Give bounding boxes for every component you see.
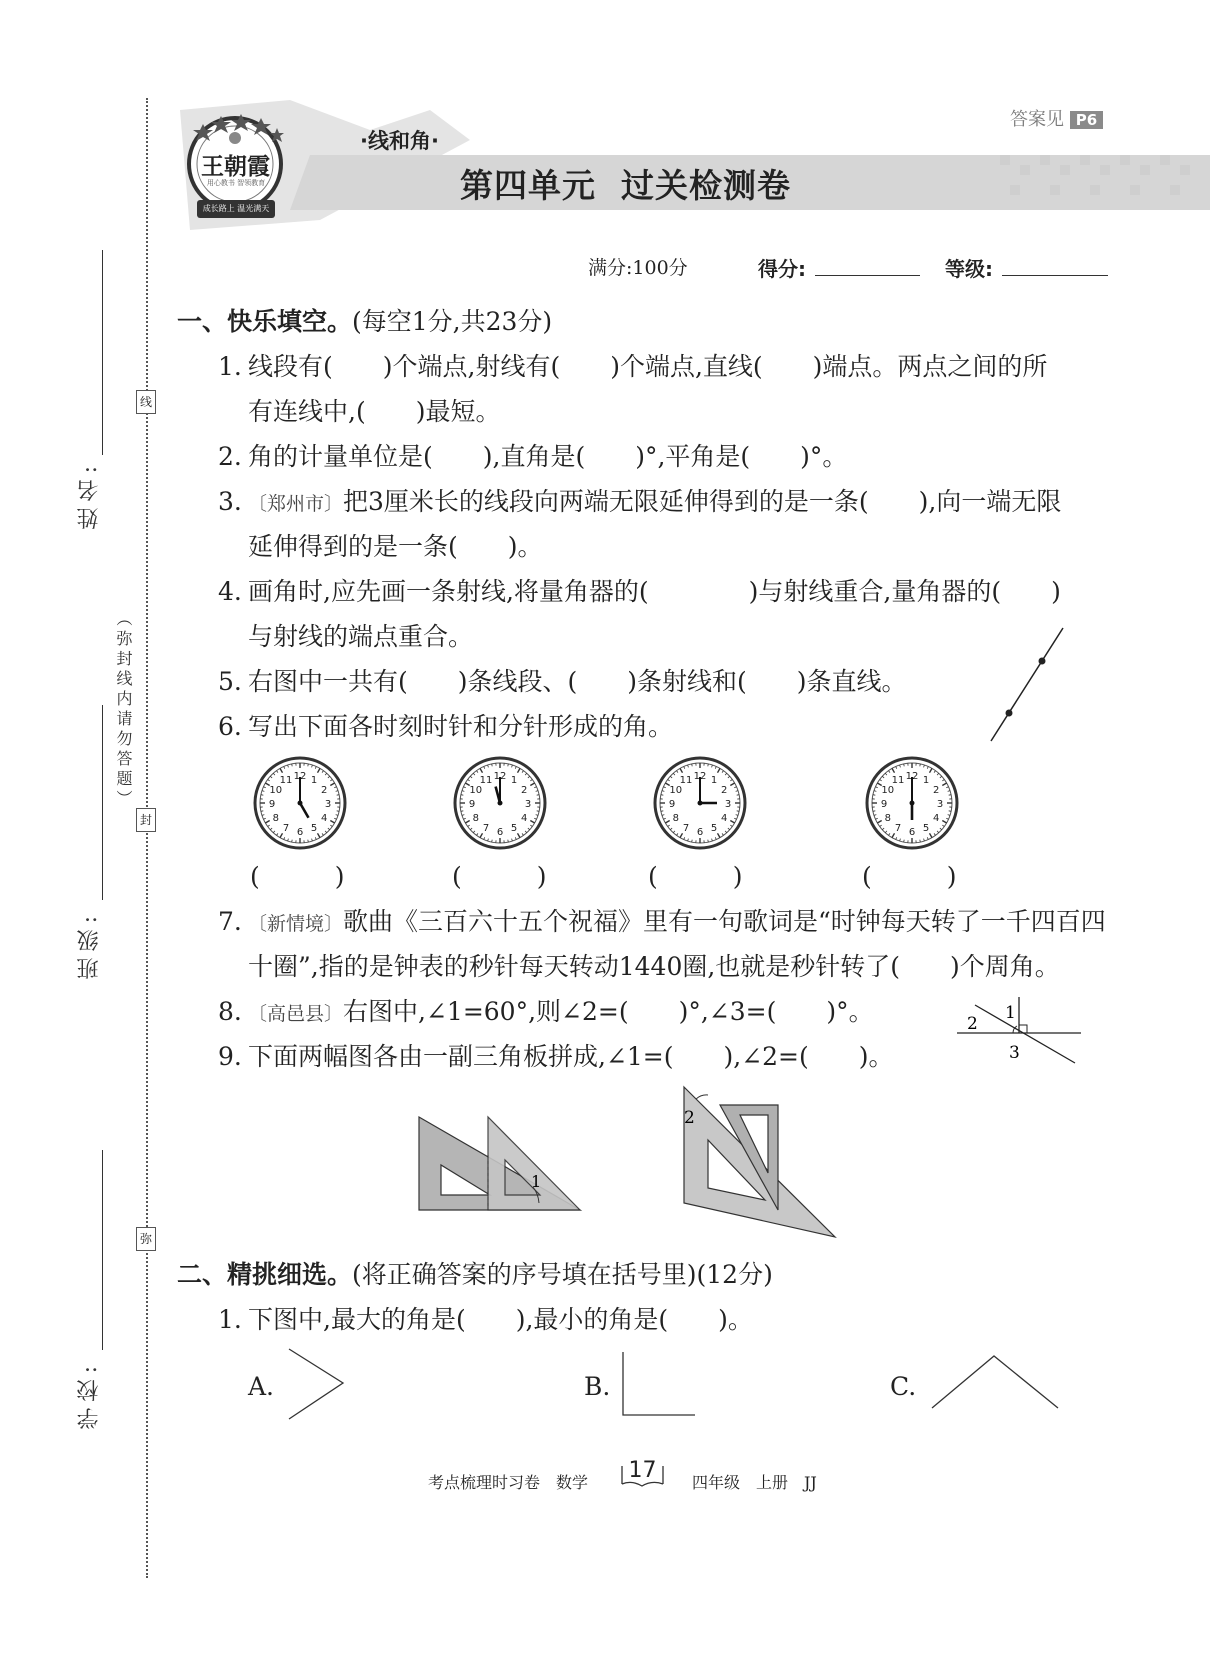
- svg-text:9: 9: [468, 799, 476, 810]
- svg-text:10: 10: [469, 785, 483, 796]
- name-field[interactable]: [74, 250, 114, 530]
- seal-dotted-line: [146, 98, 148, 1578]
- figure1-angle-label: 1: [531, 1172, 542, 1191]
- svg-text:2: 2: [933, 785, 940, 796]
- region-tag: 〔郑州市〕: [248, 493, 344, 515]
- svg-text:1: 1: [310, 774, 318, 786]
- question-8: 8. 〔高邑县〕右图中,∠1=60°,则∠2=( )°,∠3=( )°。: [218, 997, 874, 1026]
- answer-ref-label: 答案见: [1010, 109, 1064, 130]
- set-square-figure-2: [680, 1085, 840, 1245]
- school-field[interactable]: [74, 1150, 114, 1440]
- grade-blank[interactable]: [1002, 275, 1108, 276]
- svg-text:7: 7: [482, 823, 490, 835]
- context-tag: 〔新情境〕: [248, 913, 344, 935]
- svg-text:2: 2: [521, 785, 528, 796]
- svg-text:12: 12: [493, 771, 507, 782]
- answer-reference: [1010, 105, 1103, 131]
- svg-text:9: 9: [268, 799, 276, 810]
- svg-text:5: 5: [310, 823, 318, 835]
- question-4: 4. 画角时,应先画一条射线,将量角器的( )与射线重合,量角器的( ): [218, 577, 1061, 606]
- svg-text:7: 7: [282, 823, 290, 835]
- svg-text:12: 12: [293, 771, 307, 782]
- svg-text:11: 11: [479, 774, 493, 786]
- angle-label-3: 3: [1009, 1043, 1020, 1063]
- seal-note: （弥封线内请勿答题）: [114, 610, 133, 810]
- svg-text:8: 8: [272, 813, 279, 824]
- mc-question-1: 1. 下图中,最大的角是( ),最小的角是( )。: [218, 1305, 753, 1334]
- svg-text:11: 11: [679, 774, 693, 786]
- clock-icon: [452, 755, 548, 851]
- option-c-label[interactable]: C.: [890, 1372, 917, 1401]
- score-blank[interactable]: [815, 275, 920, 276]
- angle-figure: [955, 995, 1085, 1065]
- clock-answer-2[interactable]: ( ): [452, 862, 547, 891]
- school-label: 学校:: [77, 1360, 102, 1430]
- svg-text:4: 4: [933, 813, 940, 824]
- svg-text:6: 6: [908, 827, 916, 838]
- page-number: 17: [620, 1458, 665, 1490]
- svg-text:4: 4: [721, 813, 728, 824]
- score-label: 得分:: [758, 257, 806, 281]
- svg-text:9: 9: [880, 799, 888, 810]
- svg-text:1: 1: [922, 774, 930, 786]
- footer-left: 考点梳理时习卷 数学: [428, 1473, 589, 1492]
- name-label: 姓名:: [77, 460, 102, 530]
- footer-right: 四年级 上册 JJ: [692, 1473, 817, 1492]
- question-9: 9. 下面两幅图各由一副三角板拼成,∠1=( ),∠2=( )。: [218, 1042, 894, 1071]
- answer-ref-page: P6: [1070, 111, 1103, 129]
- clock-icon: [864, 755, 960, 851]
- svg-text:4: 4: [521, 813, 528, 824]
- line-figure: [985, 625, 1070, 745]
- seal-mark-seal: 封: [136, 808, 156, 832]
- question-7-cont: 十圈”,指的是钟表的秒针每天转动1440圈,也就是秒针转了( )个周角。: [248, 952, 1060, 981]
- svg-text:10: 10: [881, 785, 895, 796]
- svg-text:8: 8: [884, 813, 891, 824]
- grade-label: 等级:: [945, 257, 993, 281]
- svg-text:5: 5: [922, 823, 930, 835]
- question-6: 6. 写出下面各时刻时针和分针形成的角。: [218, 712, 674, 741]
- svg-text:2: 2: [721, 785, 728, 796]
- svg-text:9: 9: [668, 799, 676, 810]
- brand-name: 王朝霞: [201, 153, 270, 180]
- question-1-cont: 有连线中,( )最短。: [248, 397, 501, 426]
- question-3-cont: 延伸得到的是一条( )。: [248, 532, 543, 561]
- svg-text:6: 6: [696, 827, 704, 838]
- region-tag: 〔高邑县〕: [248, 1003, 344, 1025]
- set-square-figure-1: [415, 1115, 585, 1215]
- clock-icon: [252, 755, 348, 851]
- angle-option-b: [620, 1350, 700, 1420]
- svg-text:8: 8: [472, 813, 479, 824]
- svg-text:4: 4: [321, 813, 328, 824]
- clock-answer-4[interactable]: ( ): [862, 862, 957, 891]
- brand-logo: [183, 112, 288, 227]
- svg-text:11: 11: [279, 774, 293, 786]
- svg-text:10: 10: [269, 785, 283, 796]
- question-7: 7. 〔新情境〕歌曲《三百六十五个祝福》里有一句歌词是“时钟每天转了一千四百四: [218, 907, 1106, 936]
- section2-heading: 二、精挑细选。(将正确答案的序号填在括号里)(12分): [177, 1260, 773, 1289]
- unit-subtitle: ·线和角·: [360, 129, 439, 153]
- svg-text:6: 6: [296, 827, 304, 838]
- angle-label-1: 1: [1005, 1003, 1016, 1023]
- option-a-label[interactable]: A.: [248, 1372, 275, 1401]
- section1-heading: 一、快乐填空。(每空1分,共23分): [177, 307, 553, 336]
- svg-text:3: 3: [324, 799, 332, 810]
- question-5: 5. 右图中一共有( )条线段、( )条射线和( )条直线。: [218, 667, 907, 696]
- clock-icon: [652, 755, 748, 851]
- svg-text:1: 1: [510, 774, 518, 786]
- svg-text:3: 3: [936, 799, 944, 810]
- brand-slogan-2: 成长路上 温光满天: [202, 204, 270, 213]
- svg-text:10: 10: [669, 785, 683, 796]
- full-score: 满分:100分: [588, 257, 688, 279]
- svg-text:7: 7: [682, 823, 690, 835]
- question-1: 1. 线段有( )个端点,射线有( )个端点,直线( )端点。两点之间的所: [218, 352, 1048, 381]
- figure2-angle-label: 2: [684, 1108, 695, 1128]
- svg-text:11: 11: [891, 774, 905, 786]
- svg-text:8: 8: [672, 813, 679, 824]
- svg-text:2: 2: [321, 785, 328, 796]
- svg-text:3: 3: [724, 799, 732, 810]
- brand-slogan-1: 用心教书 智领教育: [206, 179, 266, 187]
- page-title: 第四单元 过关检测卷: [460, 166, 791, 205]
- svg-text:5: 5: [510, 823, 518, 835]
- svg-text:12: 12: [905, 771, 919, 782]
- angle-option-c: [928, 1352, 1063, 1414]
- seal-mark-line: 线: [136, 390, 156, 414]
- question-4-cont: 与射线的端点重合。: [248, 622, 474, 651]
- question-2: 2. 角的计量单位是( ),直角是( )°,平角是( )°。: [218, 442, 848, 471]
- question-3: 3. 〔郑州市〕把3厘米长的线段向两端无限延伸得到的是一条( ),向一端无限: [218, 487, 1062, 516]
- clock-answer-3[interactable]: ( ): [648, 862, 743, 891]
- seal-mark-mi: 弥: [136, 1227, 156, 1251]
- svg-text:6: 6: [496, 827, 504, 838]
- class-label: 班级:: [77, 910, 102, 980]
- svg-text:7: 7: [894, 823, 902, 835]
- svg-text:12: 12: [693, 771, 707, 782]
- option-b-label[interactable]: B.: [584, 1372, 611, 1401]
- svg-text:5: 5: [710, 823, 718, 835]
- svg-text:1: 1: [710, 774, 718, 786]
- svg-text:3: 3: [524, 799, 532, 810]
- angle-label-2: 2: [967, 1014, 978, 1034]
- angle-option-a: [285, 1345, 350, 1425]
- class-field[interactable]: [74, 705, 114, 985]
- clock-answer-1[interactable]: ( ): [250, 862, 345, 891]
